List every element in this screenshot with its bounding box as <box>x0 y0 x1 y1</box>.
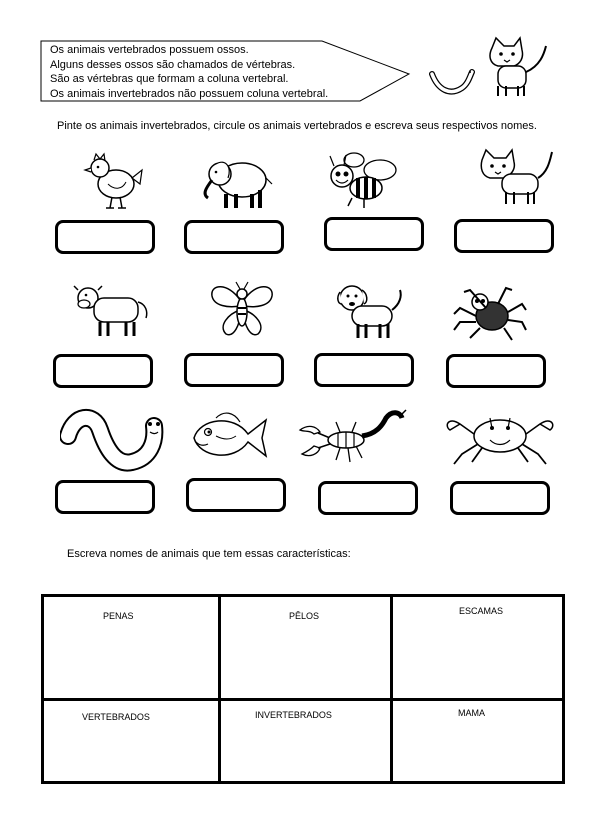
answer-box[interactable] <box>53 354 153 388</box>
cat-icon <box>476 146 556 210</box>
fish-icon <box>186 406 280 470</box>
crab-icon <box>440 406 560 470</box>
table-cell-label: PENAS <box>103 611 134 621</box>
cat-icon <box>484 36 554 100</box>
answer-box[interactable] <box>446 354 546 388</box>
intro-line: Os animais invertebrados não possuem coluna vertebral. <box>50 87 329 100</box>
chicken-icon <box>78 150 158 214</box>
answer-box[interactable] <box>454 219 554 253</box>
intro-line: São as vértebras que formam a coluna vertebral. <box>50 73 289 85</box>
instruction-text: Pinte os animais invertebrados, circule os animais vertebrados e escreva seus respectivos nomes. <box>57 120 537 132</box>
answer-box[interactable] <box>184 353 284 387</box>
bee-icon <box>324 150 404 214</box>
table-cell-label: VERTEBRADOS <box>82 712 150 722</box>
question-text: Escreva nomes de animais que tem essas características: <box>67 548 351 560</box>
dog-icon <box>328 280 408 344</box>
cow-icon <box>72 278 152 342</box>
answer-box[interactable] <box>450 481 550 515</box>
worm-icon <box>428 66 476 100</box>
intro-line: Alguns desses ossos são chamados de vértebras. <box>50 58 296 71</box>
characteristics-table <box>41 594 565 784</box>
table-cell-label: MAMA <box>458 708 485 718</box>
table-cell-label: PÊLOS <box>289 611 320 621</box>
answer-box[interactable] <box>184 220 284 254</box>
intro-line: Os animais vertebrados possuem ossos. <box>50 44 249 56</box>
scorpion-icon <box>296 406 410 470</box>
answer-box[interactable] <box>318 481 418 515</box>
table-cell-label: ESCAMAS <box>459 606 504 616</box>
butterfly-icon <box>202 278 282 342</box>
answer-box[interactable] <box>314 353 414 387</box>
answer-box[interactable] <box>186 478 286 512</box>
worm-icon <box>60 408 170 472</box>
intro-text <box>50 43 328 101</box>
answer-box[interactable] <box>55 220 155 254</box>
answer-box[interactable] <box>55 480 155 514</box>
elephant-icon <box>196 150 276 214</box>
spider-icon <box>450 282 530 346</box>
answer-box[interactable] <box>324 217 424 251</box>
table-cell-label: INVERTEBRADOS <box>255 710 332 720</box>
